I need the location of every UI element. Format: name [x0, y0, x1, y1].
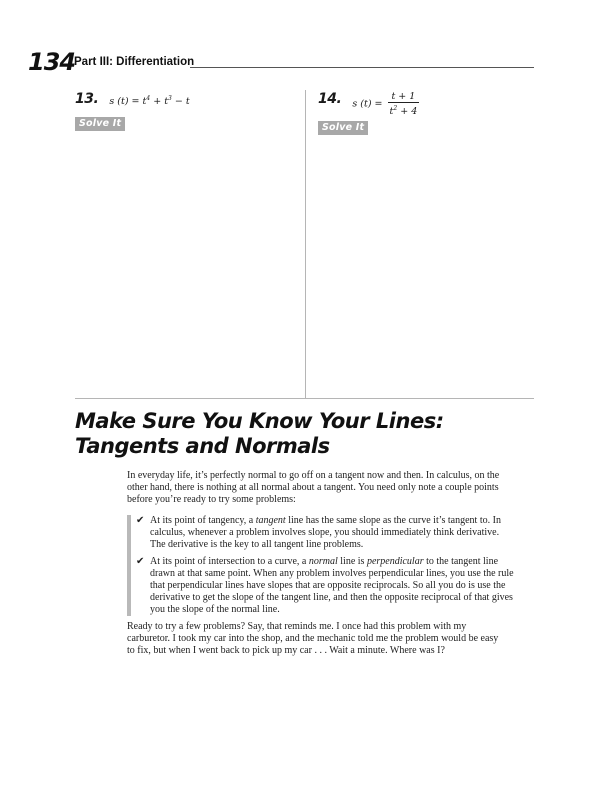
problem-14 — [318, 91, 419, 135]
running-head: Part III: Differentiation — [74, 56, 195, 68]
column-divider — [305, 90, 306, 398]
section-title: Make Sure You Know Your Lines: Tangents and Normals — [75, 409, 444, 458]
problem-expression: s $(t) = t^4 + t^3 - t$ — [109, 95, 190, 108]
problem-number: 14. — [318, 91, 342, 107]
page-number: 134 — [28, 48, 76, 76]
problem-13 — [75, 91, 190, 131]
intro-paragraph: In everyday life, it’s perfectly normal to go off on a tangent now and then. In calculus, on the other hand, there is nothing at all normal about a tangent. You need only note a couple points before you’re ready to try some problems: — [127, 470, 500, 505]
closing-paragraph: Ready to try a few problems? Say, that reminds me. I once had this problem with my carburetor. I took my car into the shop, and the mechanic told me the problem would be easy to fix, but when I went back to pick up my car . . . Wait a minute. Where was I? — [127, 621, 499, 656]
problem-number: 13. — [75, 91, 99, 107]
fraction: $\frac{t + 1}{t^2 + 4}$ — [389, 91, 418, 118]
list-item: ✔ At its point of intersection to a curve, a normal line is perpendicular to the tangent line drawn at that same point. When any problem involves perpendicular lines, you use the rule that perpendicular lines have slopes that are opposite reciprocals. So all you do is use the derivative to get the slope of the tangent line, and then the opposite reciprocal of that gives you the slope of the normal line. — [136, 556, 514, 615]
workspace-bottom-rule — [75, 398, 534, 399]
problem-expression: s (t) = $\frac{t + 1}{t^2 + 4}$ — [352, 91, 418, 118]
bullet-list — [127, 515, 516, 616]
header-rule — [190, 67, 534, 68]
solve-it-label: Solve It — [75, 117, 125, 131]
checkmark-icon: ✔ — [136, 515, 145, 526]
solve-it-label: Solve It — [318, 121, 368, 135]
list-item: ✔ At its point of tangency, a tangent line has the same slope as the curve it’s tangent to. In calculus, whenever a problem involves slope, you should immediately think derivative. The derivative is the key to all tangent line problems. — [136, 515, 501, 550]
checkmark-icon: ✔ — [136, 556, 145, 567]
